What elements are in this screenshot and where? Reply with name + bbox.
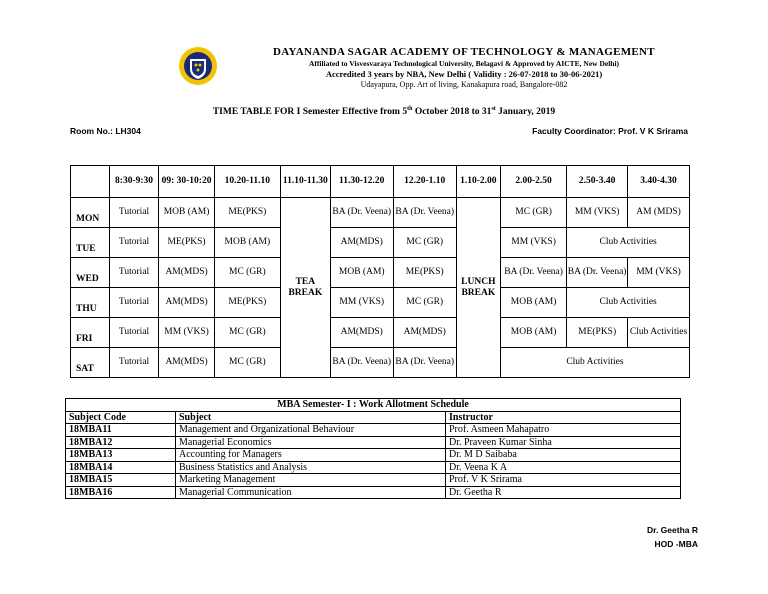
tt-cell: AM (MDS) <box>628 198 690 228</box>
allotment-row <box>66 486 681 499</box>
tt-cell: BA (Dr. Veena) <box>330 348 393 378</box>
tt-cell: AM(MDS) <box>159 288 214 318</box>
tt-cell: Tutorial <box>109 258 159 288</box>
affiliation-line: Affiliated to Visvesvaraya Technological University, Belagavi & Approved by AICTE, New Delhi) <box>308 59 620 68</box>
tt-cell: BA (Dr. Veena) <box>500 258 566 288</box>
subject-code: 18MBA13 <box>66 449 176 462</box>
tt-cell: AM(MDS) <box>159 258 214 288</box>
day-label: WED <box>71 258 110 288</box>
instructor-name: Dr. Praveen Kumar Sinha <box>446 436 681 449</box>
day-label: SAT <box>71 348 110 378</box>
tt-cell: MOB (AM) <box>330 258 393 288</box>
tt-cell: MOB (AM) <box>500 318 566 348</box>
time-slot-9: 2.50-3.40 <box>567 166 628 198</box>
time-slot-8: 2.00-2.50 <box>500 166 566 198</box>
tt-cell: ME(PKS) <box>393 258 456 288</box>
allotment-row <box>66 461 681 474</box>
instructor-name: Dr. M D Saibaba <box>446 449 681 462</box>
tt-cell: Tutorial <box>109 318 159 348</box>
tt-cell: MOB (AM) <box>214 228 280 258</box>
timetable-row <box>71 288 690 318</box>
time-slot-5: 11.30-12.20 <box>330 166 393 198</box>
corner-cell <box>71 166 110 198</box>
club-activities-cell: Club Activities <box>500 348 689 378</box>
tt-cell: ME(PKS) <box>159 228 214 258</box>
instructor-name: Dr. Veena K A <box>446 461 681 474</box>
subject-name: Accounting for Managers <box>176 449 446 462</box>
tt-cell: MM (VKS) <box>330 288 393 318</box>
subject-code: 18MBA16 <box>66 486 176 499</box>
tt-cell: MOB (AM) <box>500 288 566 318</box>
timetable-row <box>71 258 690 288</box>
faculty-coordinator: Faculty Coordinator: Prof. V K Srirama <box>532 126 688 136</box>
tt-cell: BA (Dr. Veena) <box>393 198 456 228</box>
subject-name: Managerial Communication <box>176 486 446 499</box>
tt-cell: AM(MDS) <box>330 228 393 258</box>
time-slot-1: 8:30-9:30 <box>109 166 159 198</box>
tt-cell: Tutorial <box>109 288 159 318</box>
timetable-row <box>71 198 690 228</box>
timetable-row <box>71 228 690 258</box>
time-slot-10: 3.40-4.30 <box>628 166 690 198</box>
day-label: THU <box>71 288 110 318</box>
club-activities-cell: Club Activities <box>628 318 690 348</box>
timetable-row <box>71 318 690 348</box>
address-line: Udayapura, Opp. Art of living, Kanakapura road, Bangalore-082 <box>360 80 568 89</box>
tt-cell: BA (Dr. Veena) <box>330 198 393 228</box>
club-activities-cell: Club Activities <box>567 228 690 258</box>
timetable-header-row <box>71 166 690 198</box>
accreditation-line: Accredited 3 years by NBA, New Delhi ( Validity : 26-07-2018 to 30-06-2021) <box>325 69 603 79</box>
subject-name: Business Statistics and Analysis <box>176 461 446 474</box>
day-label: FRI <box>71 318 110 348</box>
tt-cell: ME(PKS) <box>567 318 628 348</box>
timetable <box>70 165 690 378</box>
room-number: Room No.: LH304 <box>70 126 141 136</box>
subject-code: 18MBA12 <box>66 436 176 449</box>
signatory-name: Dr. Geetha R <box>646 525 698 535</box>
timetable-title: TIME TABLE FOR I Semester Effective from 5th October 2018 to 31st January, 2019 <box>212 106 556 118</box>
allotment-header-row <box>66 411 681 424</box>
tt-cell: Tutorial <box>109 348 159 378</box>
subject-name: Managerial Economics <box>176 436 446 449</box>
allotment-row <box>66 449 681 462</box>
time-slot-6: 12.20-1.10 <box>393 166 456 198</box>
tt-cell: MM (VKS) <box>628 258 690 288</box>
tt-cell: MM (VKS) <box>500 228 566 258</box>
tt-cell: AM(MDS) <box>330 318 393 348</box>
work-allotment-table <box>65 398 681 499</box>
tt-cell: MM (VKS) <box>159 318 214 348</box>
tt-cell: MC (GR) <box>214 348 280 378</box>
time-slot-3: 10.20-11.10 <box>214 166 280 198</box>
subject-name: Management and Organizational Behaviour <box>176 424 446 437</box>
tt-cell: AM(MDS) <box>159 348 214 378</box>
timetable-row <box>71 348 690 378</box>
tt-cell: BA (Dr. Veena) <box>393 348 456 378</box>
day-label: TUE <box>71 228 110 258</box>
subject-code: 18MBA14 <box>66 461 176 474</box>
allotment-row <box>66 436 681 449</box>
tt-cell: Tutorial <box>109 198 159 228</box>
tt-cell: MC (GR) <box>214 258 280 288</box>
tt-cell: MC (GR) <box>500 198 566 228</box>
subject-code: 18MBA11 <box>66 424 176 437</box>
institution-name: DAYANANDA SAGAR ACADEMY OF TECHNOLOGY & MANAGEMENT <box>273 46 655 58</box>
column-header: Subject Code <box>66 411 176 424</box>
time-slot-4: 11.10-11.30 <box>281 166 331 198</box>
tt-cell: MC (GR) <box>393 288 456 318</box>
column-header: Instructor <box>446 411 681 424</box>
subject-name: Marketing Management <box>176 474 446 487</box>
tt-cell: BA (Dr. Veena) <box>567 258 628 288</box>
tt-cell: MOB (AM) <box>159 198 214 228</box>
tt-cell: MM (VKS) <box>567 198 628 228</box>
allotment-caption: MBA Semester- I : Work Allotment Schedule <box>66 399 681 412</box>
tt-cell: AM(MDS) <box>393 318 456 348</box>
instructor-name: Dr. Geetha R <box>446 486 681 499</box>
tt-cell: Tutorial <box>109 228 159 258</box>
signatory-designation: HOD -MBA <box>654 539 698 549</box>
club-activities-cell: Club Activities <box>567 288 690 318</box>
time-slot-7: 1.10-2.00 <box>456 166 500 198</box>
tt-cell: MC (GR) <box>393 228 456 258</box>
time-slot-2: 09: 30-10:20 <box>159 166 214 198</box>
lunch-break-cell: LUNCH BREAK <box>456 198 500 378</box>
tt-cell: ME(PKS) <box>214 288 280 318</box>
allotment-row <box>66 424 681 437</box>
instructor-name: Prof. Asmeen Mahapatro <box>446 424 681 437</box>
subject-code: 18MBA15 <box>66 474 176 487</box>
tea-break-cell: TEA BREAK <box>281 198 331 378</box>
column-header: Subject <box>176 411 446 424</box>
day-label: MON <box>71 198 110 228</box>
tt-cell: ME(PKS) <box>214 198 280 228</box>
instructor-name: Prof. V K Srirama <box>446 474 681 487</box>
tt-cell: MC (GR) <box>214 318 280 348</box>
allotment-row <box>66 474 681 487</box>
